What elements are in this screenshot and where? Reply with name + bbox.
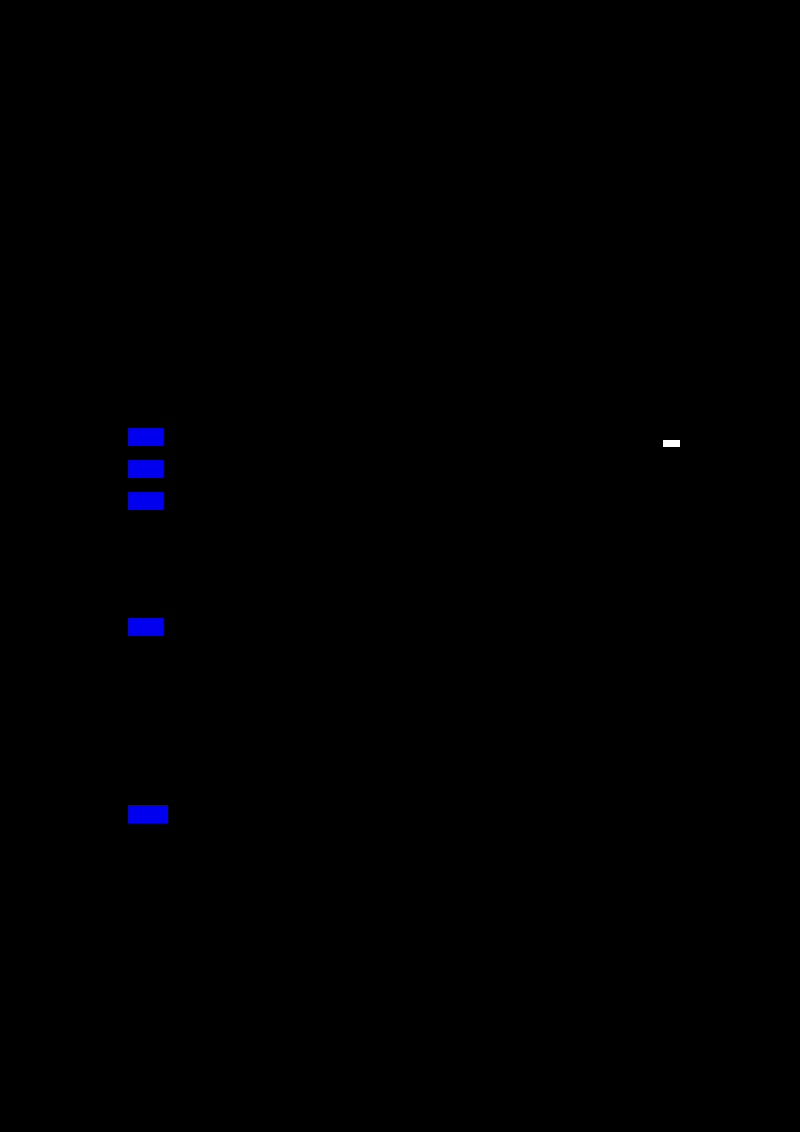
highlight-mark (663, 440, 680, 447)
reference-link-4[interactable]: [Ref] (130, 619, 162, 635)
reference-link-5[interactable]: Label (130, 806, 166, 822)
reference-link-2[interactable]: [Ref] (130, 461, 162, 477)
reference-link-1[interactable]: [Ref] (130, 429, 162, 445)
reference-link-3[interactable]: [Ref] (130, 493, 162, 509)
